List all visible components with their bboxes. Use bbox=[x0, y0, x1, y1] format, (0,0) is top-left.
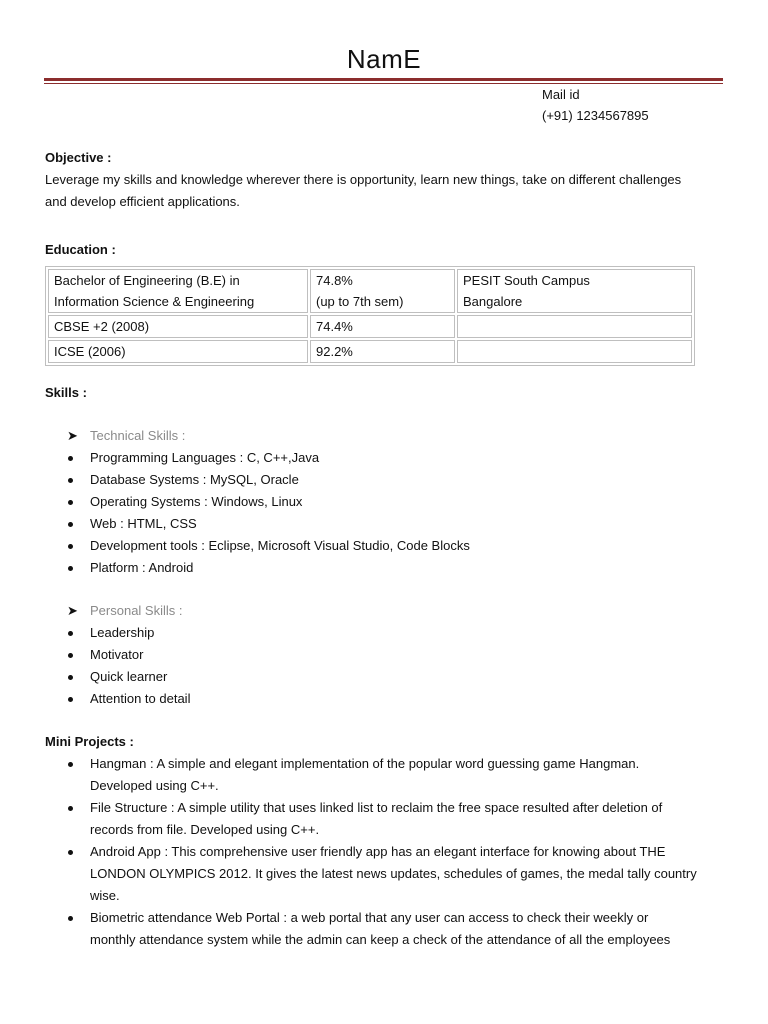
degree-text: Information Science & Engineering bbox=[54, 294, 255, 309]
project-text: File Structure : A simple utility that uses linked list to reclaim the free space resulted after deletion of bbox=[90, 800, 663, 815]
list-item bbox=[67, 797, 727, 841]
score-cell: 92.2% bbox=[310, 340, 455, 363]
institution-cell bbox=[457, 269, 692, 313]
project-text: LONDON OLYMPICS 2012. It gives the latest news updates, schedules of games, the medal tally country bbox=[90, 866, 697, 881]
score-text: 74.8% bbox=[316, 273, 353, 288]
degree-cell: CBSE +2 (2008) bbox=[48, 315, 308, 338]
skill-text: Platform : Android bbox=[90, 560, 194, 575]
contact-block bbox=[542, 84, 649, 126]
degree-cell bbox=[48, 269, 308, 313]
objective-line: Leverage my skills and knowledge wherever there is opportunity, learn new things, take on different challenges bbox=[45, 172, 682, 187]
project-text: wise. bbox=[90, 888, 120, 903]
mail-id: Mail id bbox=[542, 87, 580, 102]
personal-skills-heading bbox=[67, 600, 182, 622]
objective-title: Objective : bbox=[45, 150, 112, 165]
project-text: Android App : This comprehensive user friendly app has an elegant interface for knowing about THE bbox=[90, 844, 666, 859]
skill-text: Database Systems : MySQL, Oracle bbox=[90, 472, 299, 487]
list-item bbox=[67, 841, 727, 907]
technical-skills-heading bbox=[67, 425, 185, 447]
list-item bbox=[67, 753, 727, 797]
list-item bbox=[67, 491, 727, 513]
skill-text: Leadership bbox=[90, 625, 155, 640]
arrow-bullet-icon: ➤ bbox=[67, 603, 78, 618]
table-row bbox=[48, 340, 692, 363]
project-text: monthly attendance system while the admin can keep a check of the attendance of all the employees bbox=[90, 932, 671, 947]
table-row bbox=[48, 315, 692, 338]
education-title: Education : bbox=[45, 242, 116, 257]
projects-list bbox=[67, 753, 727, 951]
technical-skills-label: Technical Skills : bbox=[90, 428, 186, 443]
list-item bbox=[67, 557, 727, 579]
project-text: records from file. Developed using C++. bbox=[90, 822, 320, 837]
phone-number: (+91) 1234567895 bbox=[542, 108, 649, 123]
score-cell bbox=[310, 269, 455, 313]
list-item bbox=[67, 469, 727, 491]
skill-text: Programming Languages : C, C++,Java bbox=[90, 450, 320, 465]
list-item bbox=[67, 907, 727, 951]
list-item bbox=[67, 447, 727, 469]
list-item bbox=[67, 622, 727, 644]
degree-cell: ICSE (2006) bbox=[48, 340, 308, 363]
objective-text bbox=[45, 169, 725, 213]
skill-text: Development tools : Eclipse, Microsoft Visual Studio, Code Blocks bbox=[90, 538, 470, 553]
education-table bbox=[45, 266, 695, 366]
list-item bbox=[67, 513, 727, 535]
personal-skills-label: Personal Skills : bbox=[90, 603, 183, 618]
institution-cell bbox=[457, 315, 692, 338]
skill-text: Operating Systems : Windows, Linux bbox=[90, 494, 303, 509]
table-row bbox=[48, 269, 692, 313]
score-cell: 74.4% bbox=[310, 315, 455, 338]
skills-title: Skills : bbox=[45, 385, 87, 400]
score-text: (up to 7th sem) bbox=[316, 294, 404, 309]
skill-text: Web : HTML, CSS bbox=[90, 516, 197, 531]
skill-text: Motivator bbox=[90, 647, 144, 662]
objective-line: and develop efficient applications. bbox=[45, 194, 240, 209]
project-text: Hangman : A simple and elegant implementation of the popular word guessing game Hangman. bbox=[90, 756, 640, 771]
project-text: Biometric attendance Web Portal : a web portal that any user can access to check their weekly or bbox=[90, 910, 649, 925]
skill-text: Quick learner bbox=[90, 669, 168, 684]
projects-title: Mini Projects : bbox=[45, 734, 134, 749]
list-item bbox=[67, 688, 727, 710]
arrow-bullet-icon: ➤ bbox=[67, 428, 78, 443]
skill-text: Attention to detail bbox=[90, 691, 191, 706]
technical-skills-list bbox=[67, 447, 727, 579]
personal-skills-list bbox=[67, 622, 727, 710]
list-item bbox=[67, 666, 727, 688]
list-item bbox=[67, 644, 727, 666]
degree-text: Bachelor of Engineering (B.E) in bbox=[54, 273, 240, 288]
list-item bbox=[67, 535, 727, 557]
institution-text: PESIT South Campus bbox=[463, 273, 590, 288]
project-text: Developed using C++. bbox=[90, 778, 219, 793]
institution-text: Bangalore bbox=[463, 294, 523, 309]
candidate-name: NamE bbox=[346, 44, 422, 74]
header-rule-thick bbox=[44, 78, 723, 81]
institution-cell bbox=[457, 340, 692, 363]
